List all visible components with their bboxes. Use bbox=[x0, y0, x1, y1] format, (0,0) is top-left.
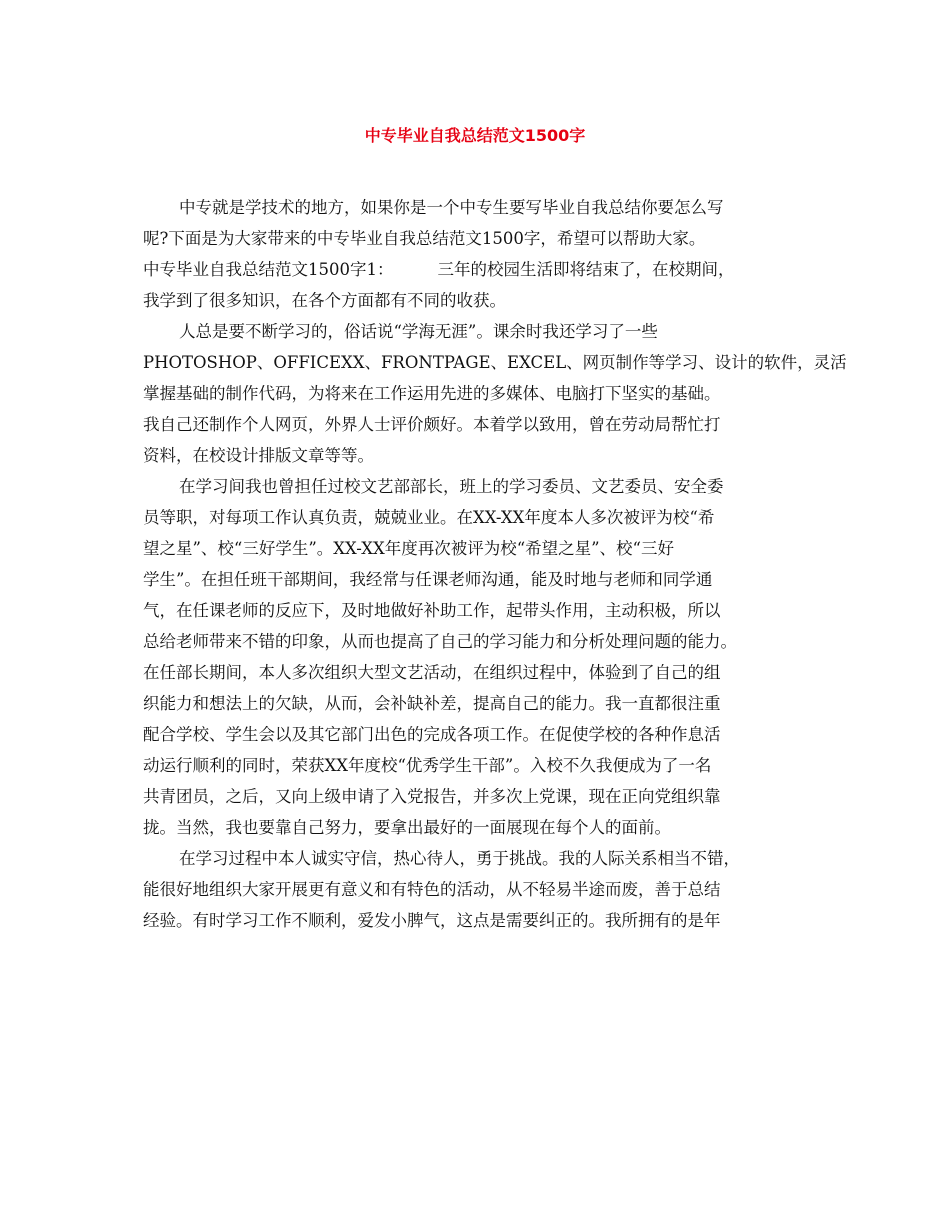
text-line: 在任部长期间，本人多次组织大型文艺活动，在组织过程中，体验到了自己的组 bbox=[143, 663, 721, 682]
text-line: 员等职，对每项工作认真负责，兢兢业业。在XX-XX年度本人多次被评为校“希 bbox=[143, 508, 715, 527]
text-line: 资料，在校设计排版文章等等。 bbox=[143, 446, 374, 465]
text-line: PHOTOSHOP、OFFICEXX、FRONTPAGE、EXCEL、网页制作等学习、设计的软件，灵活 bbox=[143, 353, 847, 372]
text-line: 人总是要不断学习的，俗话说“学海无涯”。课余时我还学习了一些 bbox=[179, 322, 658, 341]
text-line: 在学习过程中本人诚实守信，热心待人，勇于挑战。我的人际关系相当不错， bbox=[179, 849, 740, 868]
text-line: 学生”。在担任班干部期间，我经常与任课老师沟通，能及时地与老师和同学通 bbox=[143, 570, 713, 589]
text-line: 动运行顺利的同时，荣获XX年度校“优秀学生干部”。入校不久我便成为了一名 bbox=[143, 756, 712, 775]
text-line: 织能力和想法上的欠缺，从而，会补缺补差，提高自己的能力。我一直都很注重 bbox=[143, 694, 721, 713]
document-body bbox=[143, 192, 847, 936]
text-line: 总给老师带来不错的印象，从而也提高了自己的学习能力和分析处理问题的能力。 bbox=[143, 632, 737, 651]
text-line: 能很好地组织大家开展更有意义和有特色的活动，从不轻易半途而废，善于总结 bbox=[143, 880, 721, 899]
text-line: 拢。当然，我也要靠自己努力，要拿出最好的一面展现在每个人的面前。 bbox=[143, 818, 671, 837]
text-line: 我自己还制作个人网页，外界人士评价颇好。本着学以致用，曾在劳动局帮忙打 bbox=[143, 415, 721, 434]
section-heading: 中专毕业自我总结范文1500字1： bbox=[143, 260, 394, 279]
text-line: 在学习间我也曾担任过校文艺部部长，班上的学习委员、文艺委员、安全委 bbox=[179, 477, 724, 496]
document-title: 中专毕业自我总结范文1500字 bbox=[364, 126, 586, 145]
text-line: 气，在任课老师的反应下，及时地做好补助工作，起带头作用，主动积极，所以 bbox=[143, 601, 721, 620]
text-line: 掌握基础的制作代码，为将来在工作运用先进的多媒体、电脑打下坚实的基础。 bbox=[143, 384, 721, 403]
text-line: 中专就是学技术的地方，如果你是一个中专生要写毕业自我总结你要怎么写 bbox=[179, 198, 724, 217]
text-line: 共青团员，之后，又向上级申请了入党报告，并多次上党课，现在正向党组织靠 bbox=[143, 787, 721, 806]
text-line: 望之星”、校“三好学生”。XX-XX年度再次被评为校“希望之星”、校“三好 bbox=[143, 539, 674, 558]
text-line: 我学到了很多知识，在各个方面都有不同的收获。 bbox=[143, 291, 506, 310]
text-line-with-gap bbox=[143, 254, 811, 285]
text-line: 配合学校、学生会以及其它部门出色的完成各项工作。在促使学校的各种作息活 bbox=[143, 725, 721, 744]
text-line: 经验。有时学习工作不顺利，爱发小脾气，这点是需要纠正的。我所拥有的是年 bbox=[143, 911, 721, 930]
text-segment: 三年的校园生活即将结束了，在校期间， bbox=[437, 260, 735, 279]
text-line: 呢?下面是为大家带来的中专毕业自我总结范文1500字，希望可以帮助大家。 bbox=[143, 229, 706, 248]
